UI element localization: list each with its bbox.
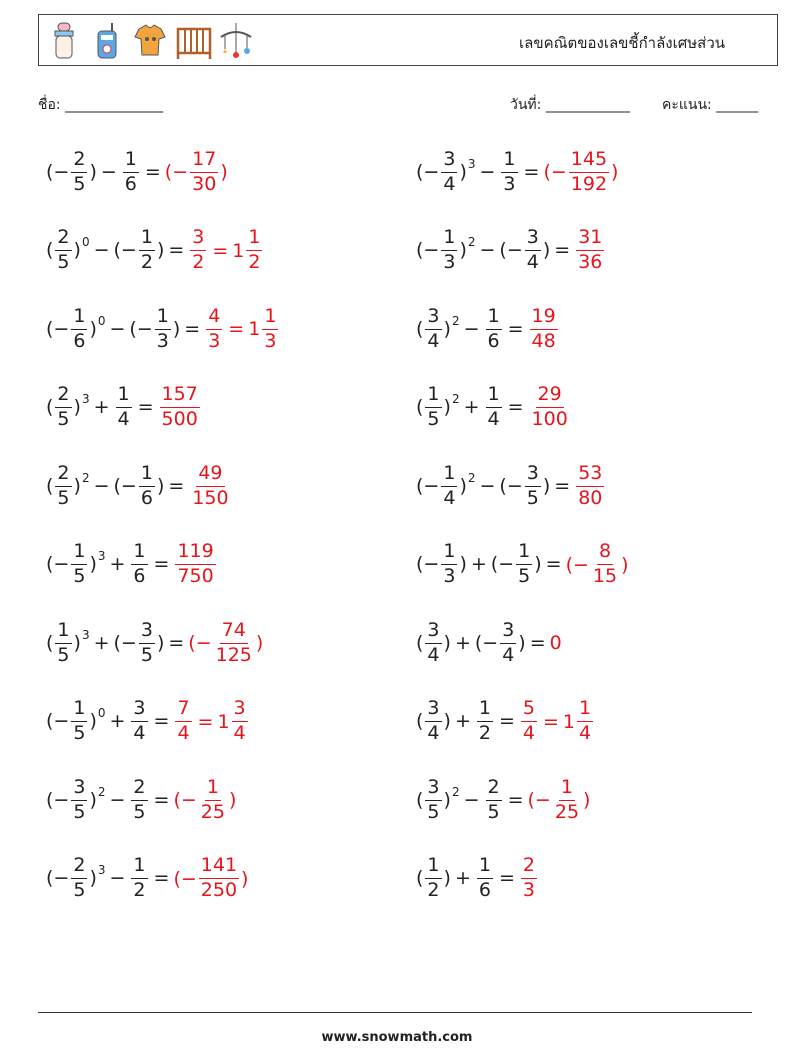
fraction: $\frac{1}{6}$ <box>133 540 146 587</box>
problem-answer: $\frac{4}{3}$ = 1 $\frac{1}{3}$ <box>208 304 277 352</box>
problem-answer <box>528 385 572 430</box>
fraction: $\frac{119}{750}$ <box>177 540 214 587</box>
problem-expression: (− $\frac{2}{5}$ ) − $\frac{1}{6}$ = <box>46 147 161 195</box>
fraction: $\frac{3}{4}$ <box>502 618 515 666</box>
header-icons <box>49 19 253 63</box>
footer-divider <box>38 1012 752 1013</box>
problem-answer <box>188 461 232 509</box>
fraction: $\frac{2}{5}$ <box>487 775 500 823</box>
problem-item <box>416 849 539 909</box>
fraction: $\frac{2}{5}$ <box>73 854 86 901</box>
problem-item <box>46 770 236 830</box>
fraction: $\frac{1}{4}$ <box>117 383 130 430</box>
problem-expression: (− $\frac{2}{5}$ )$^3$ − $\frac{1}{2}$ = <box>46 854 170 901</box>
problem-expression: ( $\frac{2}{5}$ )$^0$ − (− $\frac{1}{2}$ ) = <box>46 226 185 273</box>
fraction: $\frac{1}{2}$ <box>140 226 153 273</box>
problem-expression: (− $\frac{1}{5}$ )$^3$ + $\frac{1}{6}$ = <box>46 540 170 587</box>
fraction: $\frac{2}{5}$ <box>57 226 70 273</box>
problem-item <box>416 221 606 281</box>
fraction: $\frac{1}{6}$ <box>478 854 491 901</box>
fraction: $\frac{3}{4}$ <box>443 147 456 195</box>
baby-mobile-icon <box>217 21 253 61</box>
fraction: $\frac{1}{6}$ <box>73 304 86 352</box>
problem-expression: ( $\frac{1}{2}$ ) + $\frac{1}{6}$ = <box>416 854 515 901</box>
fraction: $\frac{1}{3}$ <box>156 304 169 352</box>
problem-expression: ( $\frac{3}{4}$ ) + $\frac{1}{2}$ = <box>416 697 515 744</box>
fraction: $\frac{1}{6}$ <box>140 461 153 509</box>
fraction: $\frac{3}{4}$ <box>427 697 440 744</box>
problem-expression: ( $\frac{3}{4}$ )$^2$ − $\frac{1}{6}$ = <box>416 304 524 352</box>
fraction: $\frac{1}{6}$ <box>487 304 500 352</box>
worksheet-header <box>38 14 778 66</box>
fraction: $\frac{2}{5}$ <box>133 775 146 823</box>
problem-item <box>416 535 629 595</box>
problem-item <box>46 692 250 752</box>
fraction: $\frac{1}{4}$ <box>487 383 500 430</box>
problem-item <box>46 456 233 516</box>
problem-answer: (− $\frac{145}{192}$ ) <box>543 147 619 195</box>
problem-item <box>416 692 595 752</box>
problem-expression: (− $\frac{1}{6}$ )$^0$ − (− $\frac{1}{3}$ ) = <box>46 304 201 352</box>
fraction: $\frac{3}{5}$ <box>427 775 440 823</box>
fraction: $\frac{1}{4}$ <box>578 697 592 744</box>
score-field[interactable]: คะแนน: ______ <box>662 97 759 113</box>
fraction: $\frac{1}{5}$ <box>57 618 70 666</box>
fraction: $\frac{17}{30}$ <box>192 147 217 195</box>
fraction: $\frac{31}{36}$ <box>578 226 603 273</box>
problem-answer: $\frac{7}{4}$ = 1 $\frac{3}{4}$ <box>177 697 246 744</box>
fraction: $\frac{1}{3}$ <box>264 304 277 352</box>
problem-expression: ( $\frac{1}{5}$ )$^3$ + (− $\frac{3}{5}$ ) = <box>46 618 185 666</box>
problem-item <box>46 849 248 909</box>
problem-answer: $\frac{5}{4}$ = 1 $\frac{1}{4}$ <box>522 697 592 744</box>
fraction: $\frac{29}{100}$ <box>531 383 568 430</box>
problem-answer: 0 <box>549 632 562 654</box>
fraction: $\frac{3}{4}$ <box>427 304 440 352</box>
problem-item <box>46 299 280 359</box>
baby-monitor-icon <box>91 21 127 61</box>
problem-item <box>416 613 562 673</box>
problem-expression: ( $\frac{2}{5}$ )$^3$ + $\frac{1}{4}$ = <box>46 383 154 430</box>
problem-answer: $\frac{3}{2}$ = 1 $\frac{1}{2}$ <box>192 226 261 273</box>
problem-item <box>416 299 560 359</box>
fraction: $\frac{19}{48}$ <box>531 304 556 352</box>
fraction: $\frac{1}{2}$ <box>427 854 440 901</box>
fraction: $\frac{1}{2}$ <box>133 854 146 901</box>
problem-expression: (− $\frac{1}{3}$ ) + (− $\frac{1}{5}$ ) = <box>416 540 562 587</box>
problem-answer <box>519 856 539 901</box>
problem-item <box>416 142 618 202</box>
problem-item <box>46 142 228 202</box>
fraction: $\frac{1}{25}$ <box>200 775 225 823</box>
fraction: $\frac{3}{4}$ <box>526 226 539 273</box>
problem-expression: (− $\frac{1}{5}$ )$^0$ + $\frac{3}{4}$ = <box>46 697 170 744</box>
fraction: $\frac{1}{2}$ <box>248 226 261 273</box>
fraction: $\frac{1}{25}$ <box>554 775 580 823</box>
footer-url[interactable]: www.snowmath.com <box>321 1030 473 1045</box>
fraction: $\frac{3}{2}$ <box>192 226 205 273</box>
fraction: $\frac{1}{3}$ <box>443 226 456 273</box>
fraction: $\frac{3}{4}$ <box>427 618 440 666</box>
name-field[interactable]: ชื่อ: ______________ <box>38 97 164 113</box>
fraction: $\frac{3}{4}$ <box>233 697 246 744</box>
fraction: $\frac{1}{5}$ <box>73 697 86 744</box>
fraction: $\frac{5}{4}$ <box>522 697 535 744</box>
problem-expression: ( $\frac{1}{5}$ )$^2$ + $\frac{1}{4}$ = <box>416 383 524 430</box>
problem-expression: (− $\frac{1}{4}$ )$^2$ − (− $\frac{3}{5}$ ) = <box>416 461 571 509</box>
fraction: $\frac{3}{5}$ <box>73 775 86 823</box>
fraction: $\frac{1}{4}$ <box>443 461 456 509</box>
problem-item <box>416 770 590 830</box>
fraction: $\frac{53}{80}$ <box>578 461 603 509</box>
problem-answer: (− $\frac{1}{25}$ ) <box>173 775 237 823</box>
fraction: $\frac{3}{5}$ <box>526 461 539 509</box>
date-field[interactable]: วันที่: ____________ <box>510 97 630 113</box>
problem-expression: (− $\frac{1}{3}$ )$^2$ − (− $\frac{3}{4}$ ) = <box>416 226 571 273</box>
fraction: $\frac{145}{192}$ <box>570 147 608 195</box>
problem-answer <box>173 542 217 587</box>
fraction: $\frac{8}{15}$ <box>592 540 618 587</box>
problem-item <box>416 378 572 438</box>
fraction: $\frac{1}{3}$ <box>443 540 456 587</box>
fraction: $\frac{1}{6}$ <box>124 147 137 195</box>
problem-answer: (− $\frac{74}{125}$ ) <box>188 618 264 666</box>
fraction: $\frac{49}{150}$ <box>192 461 229 509</box>
fraction: $\frac{1}{3}$ <box>503 147 516 195</box>
baby-bottle-icon <box>49 21 85 61</box>
fraction: $\frac{141}{250}$ <box>200 854 238 901</box>
worksheet-title: เลขคณิตของเลขชี้กำลังเศษส่วน <box>519 34 725 52</box>
problem-answer <box>528 304 560 352</box>
problem-answer <box>574 461 606 509</box>
fraction: $\frac{2}{3}$ <box>522 854 535 901</box>
problem-expression: (− $\frac{3}{5}$ )$^2$ − $\frac{2}{5}$ = <box>46 775 170 823</box>
fraction: $\frac{3}{4}$ <box>133 697 146 744</box>
crib-icon <box>175 21 211 61</box>
problem-item <box>46 613 263 673</box>
fraction: $\frac{2}{5}$ <box>73 147 86 195</box>
fraction: $\frac{4}{3}$ <box>208 304 221 352</box>
fraction: $\frac{74}{125}$ <box>215 618 252 666</box>
fraction: $\frac{2}{5}$ <box>57 383 70 430</box>
fraction: $\frac{1}{5}$ <box>518 540 531 587</box>
problem-answer <box>574 228 606 273</box>
problem-answer: (− $\frac{17}{30}$ ) <box>164 147 228 195</box>
fraction: $\frac{157}{500}$ <box>161 383 198 430</box>
fraction: $\frac{1}{5}$ <box>73 540 86 587</box>
problem-expression: ( $\frac{3}{4}$ ) + (− $\frac{3}{4}$ ) = <box>416 618 546 666</box>
fraction: $\frac{7}{4}$ <box>177 697 190 744</box>
problem-item <box>46 221 264 281</box>
problem-expression: ( $\frac{2}{5}$ )$^2$ − (− $\frac{1}{6}$ ) = <box>46 461 185 509</box>
problem-answer: (− $\frac{1}{25}$ ) <box>527 775 591 823</box>
problem-answer <box>158 385 202 430</box>
problem-item <box>46 535 218 595</box>
problem-expression: ( $\frac{3}{5}$ )$^2$ − $\frac{2}{5}$ = <box>416 775 524 823</box>
baby-onesie-icon <box>133 21 169 61</box>
problem-answer: (− $\frac{8}{15}$ ) <box>565 540 629 587</box>
fraction: $\frac{3}{5}$ <box>140 618 153 666</box>
fraction: $\frac{1}{5}$ <box>427 383 440 430</box>
problem-item <box>46 378 202 438</box>
problem-answer: (− $\frac{141}{250}$ ) <box>173 854 249 901</box>
fraction: $\frac{2}{5}$ <box>57 461 70 509</box>
problem-expression: (− $\frac{3}{4}$ )$^3$ − $\frac{1}{3}$ = <box>416 147 540 195</box>
fraction: $\frac{1}{2}$ <box>478 697 491 744</box>
problem-item <box>416 456 606 516</box>
